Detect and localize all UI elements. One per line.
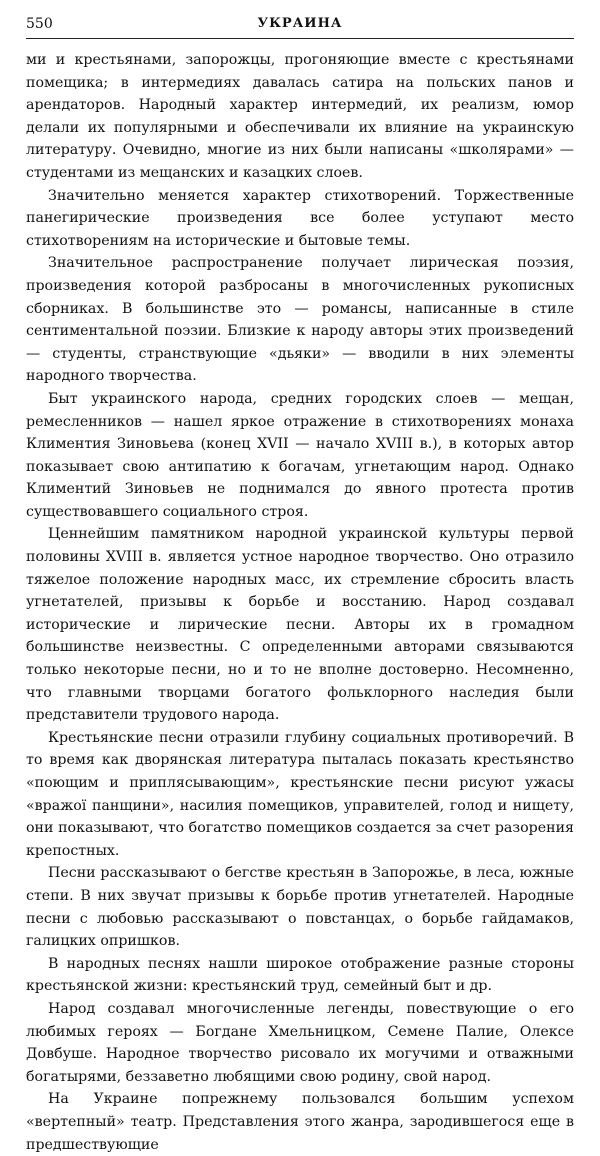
paragraph: Значительно меняется характер стихотворений. Торжественные панегирические произведения все более уступают место стихотворениям на исторические и бытовые темы. xyxy=(26,187,574,249)
book-page xyxy=(26,12,574,1156)
paragraph: На Украине попрежнему пользовался большим успехом «вертепный» театр. Представления этого жанра, зародившегося еще в предшествующие xyxy=(26,1091,574,1153)
paragraph: Быт украинского народа, средних городских слоев — мещан, ремесленников — нашел яркое отражение в стихотворениях монаха Климентия Зиновьева (конец XVII — начало XVIII в.), в которых автор показывает свою антипатию к богачам, угнетающим народ. Однако Климентий Зиновьев не поднимался до явного протеста против существовавшего социального строя. xyxy=(26,390,574,520)
paragraph: Ценнейшим памятником народной украинской культуры первой половины XVIII в. является устное народное творчество. Оно отразило тяжелое положение народных масс, их стремление сбросить власть угнетателей, призывы к борьбе и восстанию. Народ создавал исторические и лирические песни. Авторы их в громадном большинстве неизвестны. С определенными авторами связываются только некоторые песни, но и то не вполне достоверно. Несомненно, что главными творцами богатого фольклорного наследия были представители трудового народа. xyxy=(26,526,574,724)
paragraph: Значительное распространение получает лирическая поэзия, произведения которой разбросаны в многочисленных рукописных сборниках. В большинстве это — романсы, написанные в стиле сентиментальной поэзии. Близкие к народу авторы этих произведений — студенты, странствующие «дьяки» — вводили в них элементы народного творчества. xyxy=(26,255,574,385)
paragraph: Крестьянские песни отразили глубину социальных противоречий. В то время как дворянская литература пыталась показать крестьянство «поющим и приплясывающим», крестьянские песни рисуют ужасы «вражої панщини», насилия помещиков, управителей, голод и нищету, они показывают, что богатство помещиков создается за счет разорения крепостных. xyxy=(26,729,574,859)
paragraph: Народ создавал многочисленные легенды, повествующие о его любимых героях — Богдане Хмельницком, Семене Палие, Олексе Довбуше. Народное творчество рисовало их могучими и отважными богатырями, беззаветно любящими свою родину, свой народ. xyxy=(26,1000,574,1085)
body-text xyxy=(26,49,574,1156)
paragraph: ми и крестьянами, запорожцы, прогоняющие вместе с крестьянами помещика; в интермедиях давалась сатира на польских панов и арендаторов. Народный характер интермедий, их реализм, юмор делали их популярными и обеспечивали их влияние на украинскую литературу. Очевидно, многие из них были написаны «школярами» — студентами из мещанских и казацких слоев. xyxy=(26,52,574,181)
paragraph: В народных песнях нашли широкое отображение разные стороны крестьянской жизни: крестьянский труд, семейный быт и др. xyxy=(26,955,574,995)
paragraph: Песни рассказывают о бегстве крестьян в Запорожье, в леса, южные степи. В них звучат призывы к борьбе против угнетателей. Народные песни с любовью рассказывают о повстанцах, о борьбе гайдамаков, галицких опришков. xyxy=(26,865,574,950)
page-header xyxy=(26,12,574,39)
page-number: 550 xyxy=(26,16,53,32)
running-title: УКРАИНА xyxy=(257,16,343,31)
